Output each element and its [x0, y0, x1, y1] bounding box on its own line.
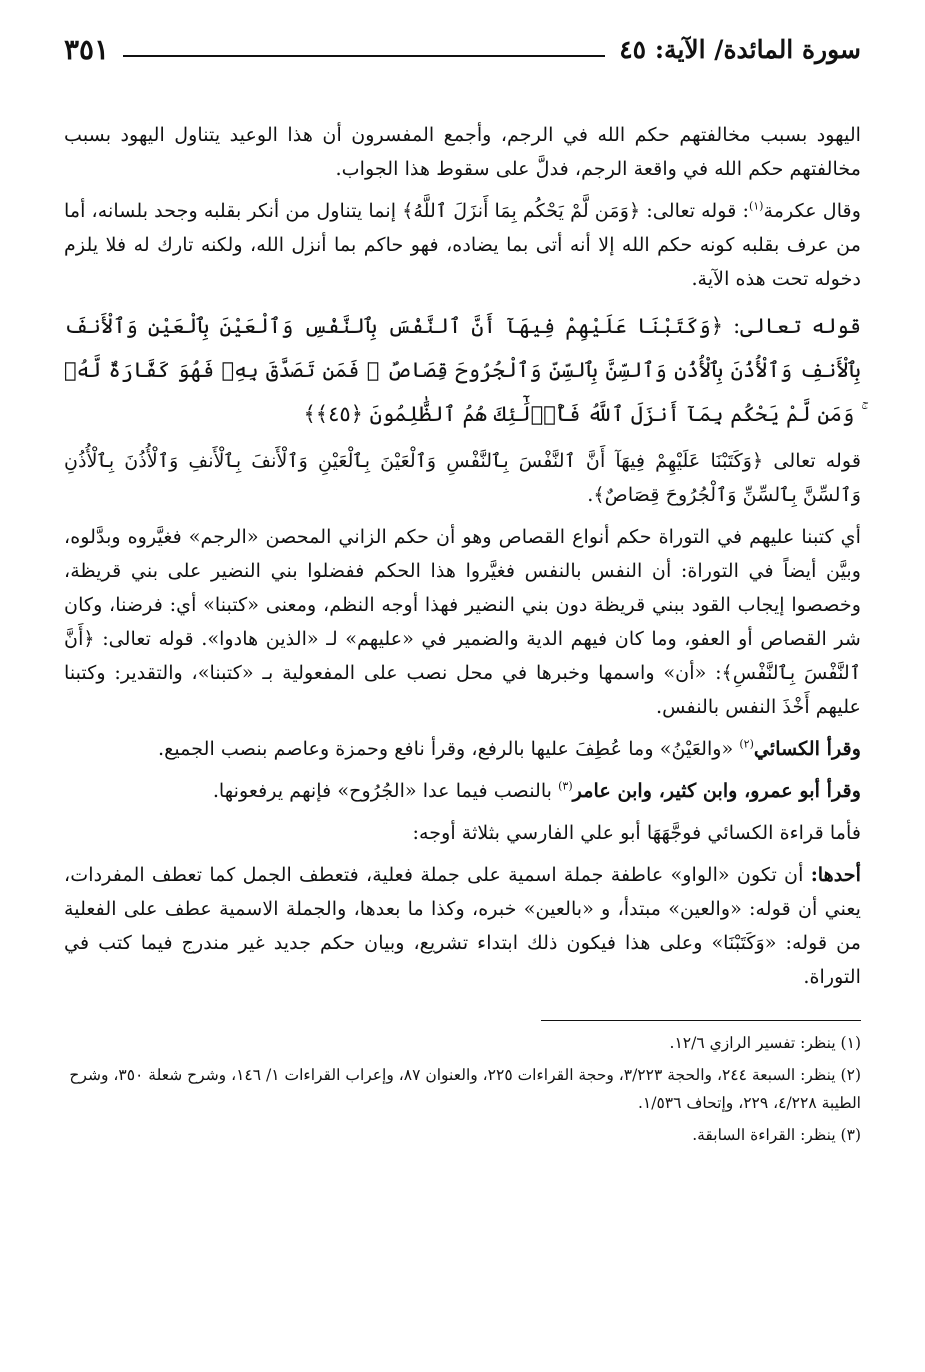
paragraph [64, 774, 861, 808]
text-run: «والعَيْنُ» وما عُطِفَ عليها بالرفع، وقرأ نافع وحمزة وعاصم بنصب الجميع. [158, 737, 740, 760]
paragraph [64, 194, 861, 296]
bold-run: وقرأ الكسائي [753, 737, 861, 760]
paragraph: قوله تعالى ﴿وَكَتَبْنَا عَلَيْهِمْ فِيهَآ أَنَّ ٱلنَّفْسَ بِٱلنَّفْسِ وَٱلْعَيْنَ بِٱلْعَيْنِ وَٱلْأَنفَ بِٱلْأَنفِ وَٱلْأُذُنَ بِٱلْأُذُنِ وَٱلسِّنَّ بِٱلسِّنِّ وَٱلْجُرُوحَ قِصَاصٌ﴾. [64, 449, 861, 506]
header-rule [123, 55, 605, 57]
text-run: أن تكون «الواو» عاطفة جملة اسمية على جملة فعلية، فتعطف الجمل كما تعطف المفردات، يعني أن قوله: «والعين» مبتدأ، و «بالعين» خبره، وكذا ما بعدها، والجملة الاسمية عطف على الفعلية من قوله: «وَكَتَبْنَا» وعلى هذا فيكون ذلك ابتداء تشريع، وبيان حكم جديد غير مندرج فيما كتب في التوراة. [64, 863, 861, 988]
footnote-ref: (١) [748, 199, 764, 213]
paragraph: اليهود بسبب مخالفتهم حكم الله في الرجم، وأجمع المفسرون أن هذا الوعيد يتناول اليهود بسبب مخالفتهم حكم الله في واقعة الرجم، فدلَّ على سقوط هذا الجواب. [64, 123, 861, 180]
footnotes [64, 1029, 861, 1149]
page-header [64, 28, 861, 70]
bold-run: أحدها: [810, 863, 861, 886]
text-run: وقال عكرمة [763, 199, 861, 222]
quran-verse: قوله تعالى: ﴿وَكَتَبْنَا عَلَيْهِمْ فِيهَآ أَنَّ ٱلنَّفْسَ بِٱلنَّفْسِ وَٱلْعَيْنَ بِٱلْعَيْنِ وَٱلْأَنفَ بِٱلْأَنفِ وَٱلْأُذُنَ بِٱلْأُذُنِ وَٱلسِّنَّ بِٱلسِّنِّ وَٱلْجُرُوحَ قِصَاصٌ ۚ فَمَن تَصَدَّقَ بِهِۦ فَهُوَ كَفَّارَةٌ لَّهُۥ ۚ وَمَن لَّمْ يَحْكُم بِمَآ أَنزَلَ ٱللَّهُ فَأُو۟لَٰٓئِكَ هُمُ ٱلظَّٰلِمُونَ ﴿٤٥﴾﴾ [64, 314, 862, 426]
page-body [64, 118, 861, 994]
footnote: (٣) ينظر: القراءة السابقة. [692, 1126, 861, 1144]
bold-run: وقرأ أبو عمرو، وابن كثير، وابن عامر [572, 779, 861, 802]
footnote: (١) ينظر: تفسير الرازي ١٢/٦. [669, 1034, 861, 1052]
text-run: بالنصب فيما عدا «الجُرُوح» فإنهم يرفعونها. [212, 779, 559, 802]
surah-title: سورة المائدة/ الآية: ٤٥ [619, 34, 861, 64]
footnote: (٢) ينظر: السبعة ٢٤٤، والحجة ٣/٢٢٣، وحجة القراءات ٢٢٥، والعنوان ٨٧، وإعراب القراءات ١/ ١٤٦، وشرح شعلة ٣٥٠، وشرح الطيبة ٤/٢٢٨، ٢٢٩، وإتحاف ١/٥٣٦. [69, 1066, 861, 1112]
page-number: ٣٥١ [64, 32, 110, 66]
paragraph [64, 858, 861, 994]
paragraph [64, 732, 861, 766]
footnote-ref: (٢) [739, 737, 754, 751]
paragraph: فأما قراءة الكسائي فوجَّهَهَا أبو علي الفارسي بثلاثة أوجه: [412, 821, 861, 844]
text-run: : قوله تعالى: ﴿وَمَن لَّمْ يَحْكُم بِمَا أَنزَلَ ٱللَّهُ﴾ إنما يتناول من أنكر بقلبه وجحد بلسانه، أما من عرف بقلبه كونه حكم الله إلا أنه أتى بما يضاده، فهو حاكم بما أنزل الله، ولكنه تارك له فلا يلزم دخوله تحت هذه الآية. [64, 199, 861, 290]
footnote-divider [541, 1020, 861, 1021]
footnote-ref: (٣) [558, 779, 573, 793]
paragraph: أي كتبنا عليهم في التوراة حكم أنواع القصاص وهو أن حكم الزاني المحصن «الرجم» فغيَّروه وبدَّلوه، وبيَّن أيضاً في التوراة: أن النفس بالنفس فغيَّروا هذا الحكم ففضلوا بني النضير على بني قريظة، وخصصوا إيجاب القود ببني قريظة دون بني النضير فهذا أوجه النظم، ومعنى «كتبنا» أي: فرضنا، وكان شر القصاص أو العفو، وما كان فيهم الدية والضمير في «عليهم» لـ «الذين هادوا». قوله تعالى: ﴿أَنَّ ٱلنَّفْسَ بِٱلنَّفْسِ﴾: «أن» واسمها وخبرها في محل نصب على المفعولية بـ «كتبنا»، والتقدير: وكتبنا عليهم أَخْذَ النفس بالنفس. [64, 525, 861, 718]
